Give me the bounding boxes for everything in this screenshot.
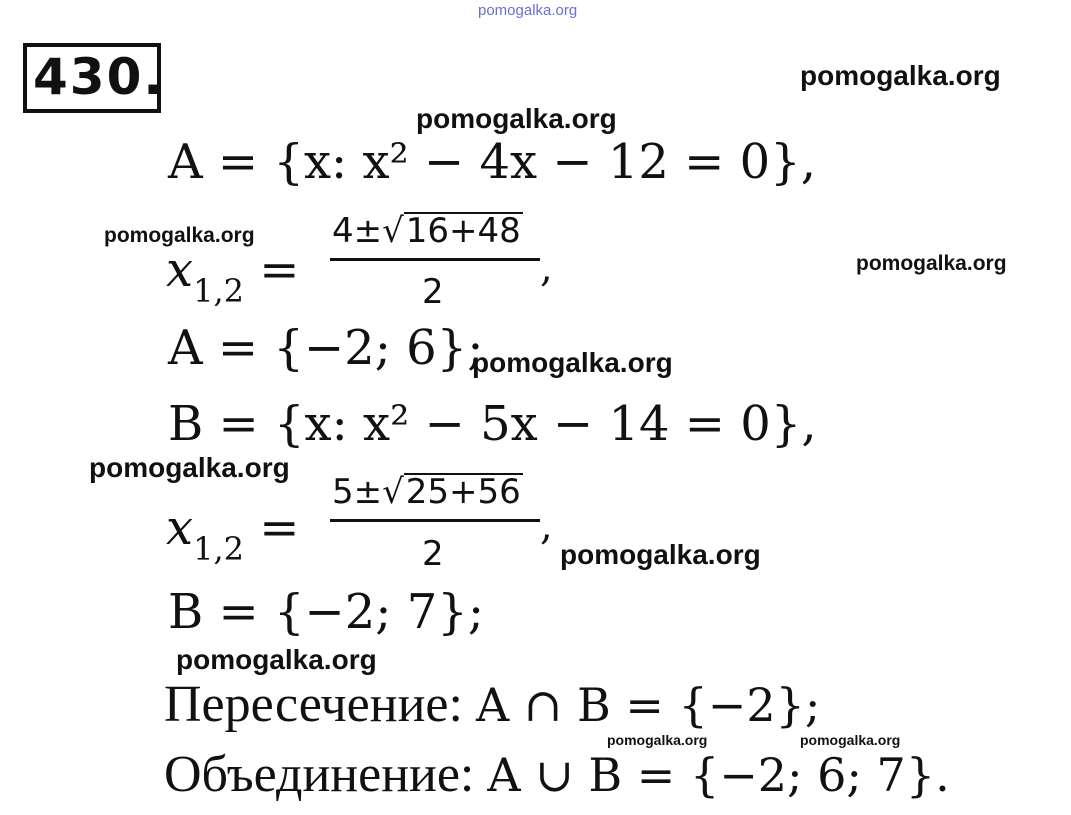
watermark-label: pomogalka.org [472, 347, 673, 378]
fraction-2-denominator: 2 [422, 534, 444, 574]
watermark-label: pomogalka.org [416, 103, 617, 134]
fraction-1-denominator: 2 [422, 272, 444, 312]
fraction-2-bar [330, 519, 540, 522]
watermark-label: pomogalka.org [89, 452, 290, 483]
fraction-2-radicand: 25+56 [405, 472, 521, 512]
fraction-1-radicand: 16+48 [405, 211, 521, 251]
set-a-result: A = {−2; 6}; [168, 320, 484, 376]
watermark-top: pomogalka.org [478, 2, 578, 19]
sqrt-symbol: √ [382, 472, 404, 512]
fraction-1-numerator [332, 211, 523, 251]
comma: , [540, 503, 553, 549]
set-b-definition: B = {x: x² − 5x − 14 = 0}, [168, 396, 817, 452]
watermark-label: pomogalka.org [856, 252, 1007, 275]
union-line [164, 745, 950, 804]
watermark-label: pomogalka.org [800, 60, 1001, 91]
watermark-label: pomogalka.org [800, 732, 901, 748]
problem-number: 430. [33, 48, 165, 106]
intersection-label: Пересечение: [164, 676, 463, 733]
watermark-label: pomogalka.org [104, 224, 255, 247]
comma: , [540, 245, 553, 291]
roots-label-1: $x_{1,2}$ = [166, 242, 300, 310]
roots-label-2: $x_{1,2}$ = [166, 500, 300, 568]
sqrt-symbol: √ [382, 211, 404, 251]
set-b-result: B = {−2; 7}; [168, 584, 484, 640]
watermark-label: pomogalka.org [560, 539, 761, 570]
fraction-1-bar [330, 258, 540, 261]
union-label: Объединение: [164, 746, 475, 803]
watermark-label: pomogalka.org [607, 732, 708, 748]
watermark-label: pomogalka.org [176, 644, 377, 675]
fraction-2-numerator [332, 472, 523, 512]
union-value: A ∪ B = {−2; 6; 7}. [487, 748, 950, 802]
intersection-line [164, 675, 820, 734]
set-a-definition: A = {x: x² − 4x − 12 = 0}, [168, 134, 816, 190]
fraction-2-lead: 5± [332, 472, 383, 512]
intersection-value: A ∩ B = {−2}; [475, 678, 821, 732]
fraction-1-lead: 4± [332, 211, 383, 251]
